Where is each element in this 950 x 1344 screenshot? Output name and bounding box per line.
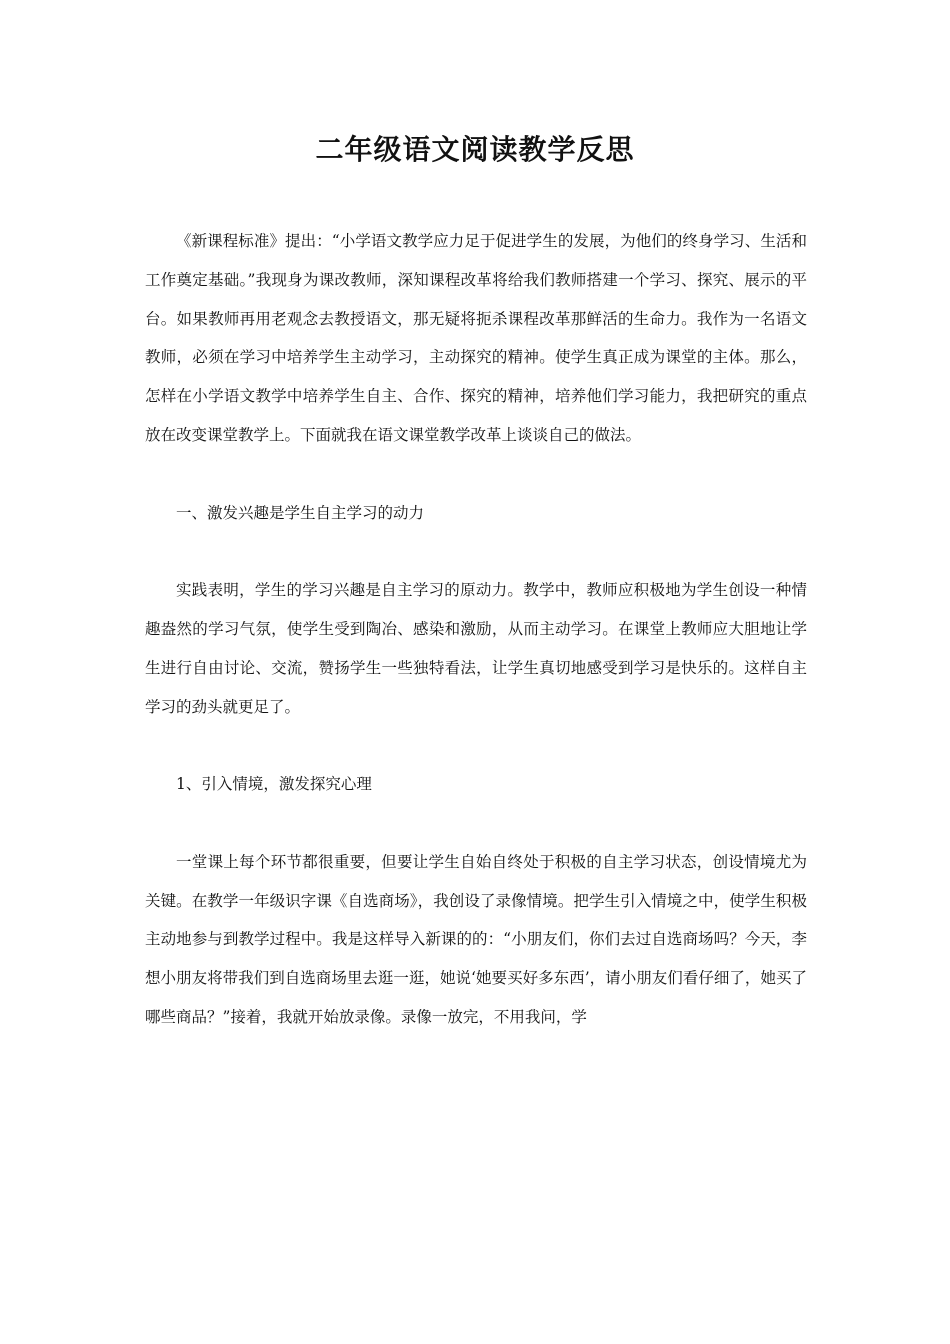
section-heading-1: 一、激发兴趣是学生自主学习的动力	[176, 503, 425, 522]
document-body	[145, 222, 807, 1037]
intro-paragraph: 《新课程标准》提出：“小学语文教学应力足于促进学生的发展，为他们的终身学习、生活和工作奠定基础。”我现身为课改教师，深知课程改革将给我们教师搭建一个学习、探究、展示的平台。如果教师再用老观念去教授语文，那无疑将扼杀课程改革那鲜活的生命力。我作为一名语文教师，必须在学习中培养学生主动学习，主动探究的精神。使学生真正成为课堂的主体。那么，怎样在小学语文教学中培养学生自主、合作、探究的精神，培养他们学习能力，我把研究的重点放在改变课堂教学上。下面就我在语文课堂教学改革上谈谈自己的做法。	[145, 232, 807, 444]
subsection-1-paragraph: 一堂课上每个环节都很重要，但要让学生自始自终处于积极的自主学习状态，创设情境尤为关键。在教学一年级识字课《自选商场》，我创设了录像情境。把学生引入情境之中，使学生积极主动地参与到教学过程中。我是这样导入新课的的：“小朋友们，你们去过自选商场吗？今天，李想小朋友将带我们到自选商场里去逛一逛，她说‘她要买好多东西’，请小朋友们看仔细了，她买了哪些商品？”接着，我就开始放录像。录像一放完，不用我问，学	[145, 852, 807, 1026]
paragraph-spacer	[145, 804, 807, 843]
document-title: 二年级语文阅读教学反思	[315, 133, 635, 166]
paragraph-spacer	[145, 726, 807, 765]
paragraph-spacer	[145, 455, 807, 494]
paragraph-spacer	[145, 532, 807, 571]
subsection-heading-1: 1、引入情境，激发探究心理	[176, 775, 372, 794]
section-1-paragraph: 实践表明，学生的学习兴趣是自主学习的原动力。教学中，教师应积极地为学生创设一种情趣盎然的学习气氛，使学生受到陶冶、感染和激励，从而主动学习。在课堂上教师应大胆地让学生进行自由讨论、交流，赞扬学生一些独特看法，让学生真切地感受到学习是快乐的。这样自主学习的劲头就更足了。	[145, 581, 807, 716]
